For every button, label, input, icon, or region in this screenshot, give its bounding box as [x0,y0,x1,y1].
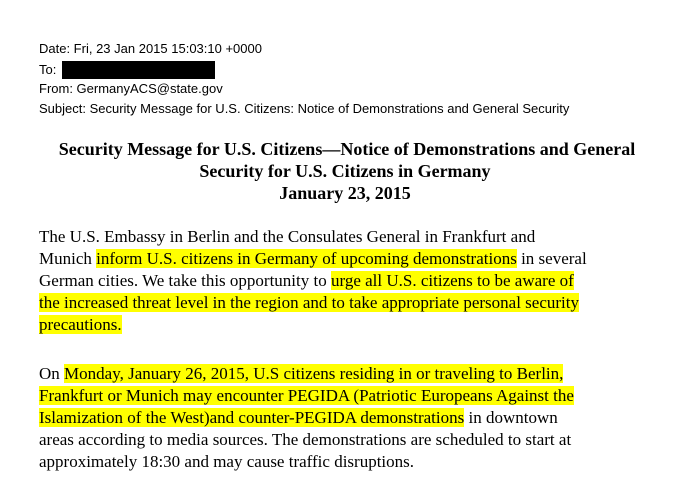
highlighted-text: Monday, January 26, 2015, U.S citizens residing in or traveling to Berlin, [64,364,564,383]
highlighted-text: precautions. [39,315,122,334]
highlighted-text: Islamization of the West)and counter-PEGIDA demonstrations [39,408,465,427]
text-segment: On [39,364,65,383]
highlighted-text: the increased threat level in the region and to take appropriate personal security [39,293,579,312]
p1-line-4 [39,292,579,313]
text-segment: in downtown [464,408,558,427]
p2-line-2 [39,385,574,406]
p2-line-3 [39,407,558,428]
subject-line: Subject: Security Message for U.S. Citizens: Notice of Demonstrations and General Security [39,101,570,116]
p2-line-5: approximately 18:30 and may cause traffic disruptions. [39,452,415,471]
p1-line-5 [39,314,122,335]
title-line-2: Security for U.S. Citizens in Germany [199,161,491,181]
p1-line-1: The U.S. Embassy in Berlin and the Consulates General in Frankfurt and [39,227,536,246]
p1-line-3 [39,270,574,291]
redaction-bar [62,61,215,79]
from-line: From: GermanyACS@state.gov [39,81,223,96]
date-line: Date: Fri, 23 Jan 2015 15:03:10 +0000 [39,41,262,56]
highlighted-text: urge all U.S. citizens to be aware of [330,271,574,290]
text-segment: German cities. We take this opportunity to [39,271,331,290]
highlighted-text: Frankfurt or Munich may encounter PEGIDA (Patriotic Europeans Against the [39,386,574,405]
to-line: To: [39,62,57,77]
highlighted-text: inform U.S. citizens in Germany of upcoming demonstrations [96,249,517,268]
p2-line-4: areas according to media sources. The demonstrations are scheduled to start at [39,430,572,449]
p1-line-2 [39,248,587,269]
title-date: January 23, 2015 [279,183,411,203]
text-segment: in several [516,249,587,268]
p2-line-1 [39,363,563,384]
text-segment: Munich [39,249,97,268]
title-line-1: Security Message for U.S. Citizens—Notice of Demonstrations and General [58,139,636,159]
